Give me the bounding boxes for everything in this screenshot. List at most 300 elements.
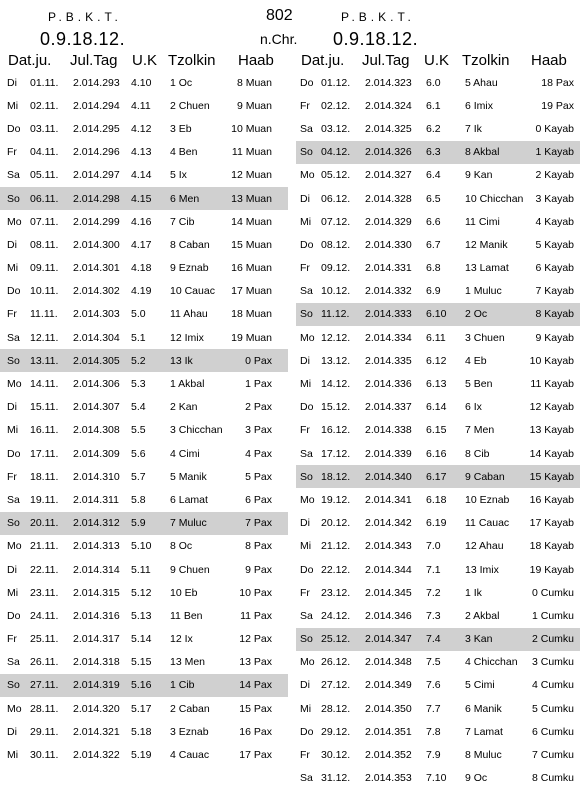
table-row	[0, 720, 288, 743]
weekday-cell: Fr	[300, 424, 310, 437]
date-cell: 20.12.	[321, 517, 351, 530]
julian-day-cell: 2.014.320	[73, 702, 120, 715]
julian-day-cell: 2.014.334	[365, 331, 412, 344]
julian-day-cell: 2.014.295	[73, 122, 120, 135]
julian-day-cell: 2.014.307	[73, 401, 120, 414]
uk-cell: 5.0	[131, 308, 146, 321]
weekday-cell: Do	[7, 609, 21, 622]
weekday-cell: Do	[7, 285, 21, 298]
uk-cell: 7.3	[426, 609, 441, 622]
haab-cell: 8 Cumku	[531, 772, 574, 785]
table-row	[296, 187, 580, 210]
tzolkin-cell: 3 Kan	[465, 633, 493, 646]
uk-cell: 6.12	[426, 354, 447, 367]
table-row	[296, 465, 580, 488]
table-row	[0, 581, 288, 604]
uk-cell: 5.7	[131, 470, 146, 483]
weekday-cell: Di	[7, 238, 17, 251]
table-row	[0, 697, 288, 720]
uk-cell: 5.12	[131, 586, 152, 599]
weekday-cell: Fr	[7, 633, 17, 646]
julian-day-cell: 2.014.346	[365, 609, 412, 622]
uk-cell: 5.2	[131, 354, 146, 367]
table-row	[296, 164, 580, 187]
weekday-cell: Di	[300, 192, 310, 205]
date-cell: 01.11.	[30, 76, 59, 89]
weekday-cell: Mo	[7, 378, 22, 391]
tzolkin-cell: 6 Ix	[465, 401, 482, 414]
table-row	[296, 720, 580, 743]
date-cell: 29.12.	[321, 725, 351, 738]
uk-cell: 6.18	[426, 493, 447, 506]
julian-day-cell: 2.014.344	[365, 563, 412, 576]
col-julian-day: Jul.Tag	[362, 52, 410, 69]
uk-cell: 7.7	[426, 702, 441, 715]
haab-cell: 17 Kayab	[529, 517, 574, 530]
weekday-cell: Sa	[7, 656, 20, 669]
julian-day-cell: 2.014.348	[365, 656, 412, 669]
table-row	[0, 674, 288, 697]
uk-cell: 5.15	[131, 656, 152, 669]
tzolkin-cell: 2 Caban	[170, 702, 210, 715]
haab-cell: 13 Muan	[231, 192, 272, 205]
uk-cell: 6.0	[426, 76, 441, 89]
uk-cell: 4.15	[131, 192, 152, 205]
weekday-cell: Mo	[7, 702, 22, 715]
table-row	[296, 257, 580, 280]
date-cell: 19.11.	[30, 493, 59, 506]
julian-day-cell: 2.014.336	[365, 378, 412, 391]
haab-cell: 6 Pax	[245, 493, 272, 506]
tzolkin-cell: 8 Muluc	[465, 749, 502, 762]
table-row	[296, 604, 580, 627]
table-row	[0, 187, 288, 210]
table-row	[296, 396, 580, 419]
date-cell: 31.12.	[321, 772, 351, 785]
tzolkin-cell: 4 Cimi	[170, 447, 200, 460]
date-cell: 27.11.	[30, 679, 59, 692]
uk-cell: 5.14	[131, 633, 152, 646]
tzolkin-cell: 11 Cimi	[465, 215, 500, 228]
julian-day-cell: 2.014.302	[73, 285, 120, 298]
haab-cell: 9 Muan	[236, 99, 272, 112]
julian-day-cell: 2.014.349	[365, 679, 412, 692]
weekday-cell: Mi	[300, 540, 312, 553]
julian-day-cell: 2.014.333	[365, 308, 412, 321]
tzolkin-cell: 7 Men	[465, 424, 495, 437]
uk-cell: 6.15	[426, 424, 447, 437]
uk-cell: 6.19	[426, 517, 447, 530]
uk-cell: 4.14	[131, 169, 152, 182]
uk-cell: 4.12	[131, 122, 152, 135]
julian-day-cell: 2.014.294	[73, 99, 120, 112]
haab-cell: 5 Kayab	[535, 238, 574, 251]
table-row	[0, 396, 288, 419]
date-cell: 22.11.	[30, 563, 59, 576]
table-row	[296, 651, 580, 674]
tzolkin-cell: 12 Imix	[170, 331, 204, 344]
tzolkin-cell: 12 Ahau	[465, 540, 504, 553]
uk-cell: 4.16	[131, 215, 152, 228]
haab-cell: 10 Pax	[239, 586, 272, 599]
haab-cell: 14 Pax	[239, 679, 272, 692]
haab-cell: 17 Pax	[239, 749, 272, 762]
date-cell: 08.11.	[30, 238, 59, 251]
haab-cell: 5 Cumku	[531, 702, 574, 715]
haab-cell: 0 Cumku	[531, 586, 574, 599]
tzolkin-cell: 8 Caban	[170, 238, 210, 251]
table-row	[0, 349, 288, 372]
date-cell: 21.12.	[321, 540, 351, 553]
table-row	[0, 604, 288, 627]
uk-cell: 6.1	[426, 99, 441, 112]
julian-day-cell: 2.014.293	[73, 76, 120, 89]
date-cell: 21.11.	[30, 540, 59, 553]
haab-cell: 15 Pax	[239, 702, 272, 715]
tzolkin-cell: 8 Oc	[170, 540, 193, 553]
tzolkin-cell: 1 Oc	[170, 76, 193, 89]
tzolkin-cell: 8 Cib	[465, 447, 490, 460]
uk-cell: 4.11	[131, 99, 151, 112]
tzolkin-cell: 6 Men	[170, 192, 200, 205]
tzolkin-cell: 4 Eb	[465, 354, 487, 367]
date-cell: 06.12.	[321, 192, 351, 205]
date-cell: 17.12.	[321, 447, 351, 460]
table-row	[296, 233, 580, 256]
date-cell: 18.11.	[30, 470, 59, 483]
haab-cell: 15 Muan	[231, 238, 272, 251]
weekday-cell: Do	[300, 238, 314, 251]
tzolkin-cell: 10 Eznab	[465, 493, 510, 506]
julian-day-cell: 2.014.313	[73, 540, 120, 553]
date-cell: 19.12.	[321, 493, 351, 506]
julian-day-cell: 2.014.319	[73, 679, 120, 692]
date-cell: 04.12.	[321, 146, 351, 159]
table-row	[0, 233, 288, 256]
tzolkin-cell: 4 Ben	[170, 146, 198, 159]
table-row	[0, 442, 288, 465]
tzolkin-cell: 9 Eznab	[170, 262, 209, 275]
table-row	[296, 117, 580, 140]
haab-cell: 16 Kayab	[529, 493, 574, 506]
date-cell: 03.11.	[30, 122, 59, 135]
uk-cell: 5.9	[131, 517, 146, 530]
col-uk: U.K	[424, 52, 450, 69]
date-cell: 15.11.	[30, 401, 59, 414]
tzolkin-cell: 6 Lamat	[170, 493, 208, 506]
uk-cell: 5.3	[131, 378, 146, 391]
date-cell: 26.12.	[321, 656, 351, 669]
julian-day-cell: 2.014.300	[73, 238, 120, 251]
date-cell: 23.11.	[30, 586, 59, 599]
julian-day-cell: 2.014.316	[73, 609, 120, 622]
julian-day-cell: 2.014.299	[73, 215, 120, 228]
haab-cell: 12 Pax	[239, 633, 272, 646]
tzolkin-cell: 11 Ben	[170, 609, 203, 622]
tzolkin-cell: 11 Cauac	[465, 517, 510, 530]
tzolkin-cell: 13 Lamat	[465, 262, 509, 275]
uk-cell: 6.2	[426, 122, 441, 135]
julian-day-cell: 2.014.301	[73, 262, 120, 275]
julian-day-cell: 2.014.335	[365, 354, 412, 367]
uk-cell: 5.6	[131, 447, 146, 460]
weekday-cell: Do	[300, 401, 314, 414]
tzolkin-cell: 1 Cib	[170, 679, 195, 692]
haab-cell: 10 Muan	[231, 122, 272, 135]
weekday-cell: Di	[7, 76, 17, 89]
date-cell: 30.11.	[30, 749, 59, 762]
date-cell: 28.11.	[30, 702, 59, 715]
julian-day-cell: 2.014.338	[365, 424, 412, 437]
weekday-cell: Mi	[7, 424, 19, 437]
date-cell: 06.11.	[30, 192, 59, 205]
haab-cell: 3 Cumku	[531, 656, 574, 669]
weekday-cell: Fr	[7, 470, 17, 483]
weekday-cell: Fr	[7, 146, 17, 159]
julian-day-cell: 2.014.298	[73, 192, 120, 205]
table-row	[0, 210, 288, 233]
tzolkin-cell: 3 Chuen	[465, 331, 505, 344]
uk-cell: 5.17	[131, 702, 152, 715]
haab-cell: 16 Pax	[239, 725, 272, 738]
date-cell: 13.11.	[30, 354, 59, 367]
date-cell: 14.12.	[321, 378, 351, 391]
date-cell: 09.11.	[30, 262, 59, 275]
weekday-cell: Sa	[300, 122, 313, 135]
julian-day-cell: 2.014.308	[73, 424, 120, 437]
left-long-count: 0.9.18.12.	[40, 29, 126, 49]
haab-cell: 1 Pax	[245, 378, 272, 391]
haab-cell: 10 Kayab	[529, 354, 574, 367]
haab-cell: 2 Cumku	[531, 633, 574, 646]
haab-cell: 19 Pax	[541, 99, 574, 112]
julian-day-cell: 2.014.331	[365, 262, 412, 275]
date-cell: 11.11.	[30, 308, 58, 321]
col-haab: Haab	[531, 52, 567, 69]
uk-cell: 5.4	[131, 401, 146, 414]
uk-cell: 6.4	[426, 169, 441, 182]
julian-day-cell: 2.014.321	[73, 725, 120, 738]
weekday-cell: Do	[300, 76, 314, 89]
tzolkin-cell: 13 Imix	[465, 563, 499, 576]
tzolkin-cell: 4 Cauac	[170, 749, 210, 762]
tzolkin-cell: 13 Ik	[170, 354, 193, 367]
haab-cell: 1 Cumku	[531, 609, 574, 622]
tzolkin-cell: 9 Kan	[465, 169, 493, 182]
julian-day-cell: 2.014.309	[73, 447, 120, 460]
haab-cell: 17 Muan	[231, 285, 272, 298]
weekday-cell: Di	[7, 563, 17, 576]
date-cell: 28.12.	[321, 702, 351, 715]
date-cell: 03.12.	[321, 122, 351, 135]
weekday-cell: Mo	[300, 331, 315, 344]
table-row	[0, 651, 288, 674]
julian-day-cell: 2.014.347	[365, 633, 412, 646]
weekday-cell: Fr	[300, 586, 310, 599]
uk-cell: 6.16	[426, 447, 447, 460]
tzolkin-cell: 6 Manik	[465, 702, 502, 715]
tzolkin-cell: 5 Cimi	[465, 679, 495, 692]
julian-day-cell: 2.014.314	[73, 563, 120, 576]
julian-day-cell: 2.014.304	[73, 331, 120, 344]
date-cell: 25.12.	[321, 633, 351, 646]
weekday-cell: Fr	[300, 262, 310, 275]
uk-cell: 7.8	[426, 725, 441, 738]
weekday-cell: Sa	[7, 331, 20, 344]
table-row	[0, 558, 288, 581]
table-row	[0, 164, 288, 187]
col-haab: Haab	[238, 52, 274, 69]
table-row	[0, 628, 288, 651]
tzolkin-cell: 7 Ik	[465, 122, 482, 135]
julian-day-cell: 2.014.297	[73, 169, 120, 182]
date-cell: 13.12.	[321, 354, 351, 367]
table-row	[296, 303, 580, 326]
table-row	[0, 280, 288, 303]
haab-cell: 12 Muan	[231, 169, 272, 182]
haab-cell: 7 Kayab	[535, 285, 574, 298]
uk-cell: 6.11	[426, 331, 446, 344]
tzolkin-cell: 5 Ix	[170, 169, 187, 182]
weekday-cell: Do	[7, 447, 21, 460]
haab-cell: 18 Kayab	[529, 540, 574, 553]
date-cell: 09.12.	[321, 262, 351, 275]
weekday-cell: Do	[7, 122, 21, 135]
uk-cell: 7.6	[426, 679, 441, 692]
haab-cell: 13 Kayab	[529, 424, 574, 437]
weekday-cell: Di	[7, 401, 17, 414]
haab-cell: 7 Cumku	[531, 749, 574, 762]
weekday-cell: Do	[300, 563, 314, 576]
table-row	[0, 326, 288, 349]
date-cell: 02.12.	[321, 99, 351, 112]
weekday-cell: Mi	[7, 749, 19, 762]
julian-day-cell: 2.014.318	[73, 656, 120, 669]
julian-day-cell: 2.014.324	[365, 99, 412, 112]
tzolkin-cell: 2 Akbal	[465, 609, 500, 622]
weekday-cell: Mo	[7, 215, 22, 228]
col-uk: U.K	[132, 52, 158, 69]
table-row	[296, 697, 580, 720]
haab-cell: 18 Pax	[541, 76, 574, 89]
table-row	[296, 442, 580, 465]
col-date: Dat.ju.	[301, 52, 345, 69]
weekday-cell: Sa	[300, 447, 313, 460]
julian-day-cell: 2.014.315	[73, 586, 120, 599]
tzolkin-cell: 10 Cauac	[170, 285, 215, 298]
tzolkin-cell: 3 Eznab	[170, 725, 209, 738]
haab-cell: 11 Muan	[231, 146, 272, 159]
julian-day-cell: 2.014.339	[365, 447, 412, 460]
table-row	[0, 257, 288, 280]
table-row	[0, 71, 288, 94]
julian-day-cell: 2.014.341	[365, 493, 412, 506]
weekday-cell: Mi	[7, 99, 19, 112]
weekday-cell: Do	[300, 725, 314, 738]
date-cell: 07.12.	[321, 215, 351, 228]
date-cell: 26.11.	[30, 656, 59, 669]
uk-cell: 6.13	[426, 378, 447, 391]
date-cell: 23.12.	[321, 586, 351, 599]
date-cell: 14.11.	[30, 378, 59, 391]
tzolkin-cell: 9 Caban	[465, 470, 505, 483]
uk-cell: 6.6	[426, 215, 441, 228]
weekday-cell: Mo	[300, 656, 315, 669]
tzolkin-cell: 12 Ix	[170, 633, 193, 646]
weekday-cell: So	[300, 146, 313, 159]
date-cell: 05.12.	[321, 169, 351, 182]
col-julian-day: Jul.Tag	[70, 52, 118, 69]
uk-cell: 5.11	[131, 563, 151, 576]
weekday-cell: Sa	[7, 493, 20, 506]
weekday-cell: So	[7, 517, 20, 530]
uk-cell: 5.1	[131, 331, 146, 344]
date-cell: 01.12.	[321, 76, 351, 89]
haab-cell: 8 Pax	[245, 540, 272, 553]
uk-cell: 7.5	[426, 656, 441, 669]
haab-cell: 7 Pax	[245, 517, 272, 530]
uk-cell: 6.17	[426, 470, 447, 483]
tzolkin-cell: 2 Chuen	[170, 99, 210, 112]
julian-day-cell: 2.014.350	[365, 702, 412, 715]
weekday-cell: Di	[300, 517, 310, 530]
date-cell: 02.11.	[30, 99, 59, 112]
date-cell: 07.11.	[30, 215, 59, 228]
weekday-cell: Mi	[300, 215, 312, 228]
weekday-cell: Sa	[300, 772, 313, 785]
date-cell: 30.12.	[321, 749, 351, 762]
table-row	[296, 141, 580, 164]
tzolkin-cell: 10 Eb	[170, 586, 198, 599]
weekday-cell: Mo	[300, 169, 315, 182]
date-cell: 18.12.	[321, 470, 351, 483]
haab-cell: 3 Kayab	[535, 192, 574, 205]
tzolkin-cell: 8 Akbal	[465, 146, 500, 159]
tzolkin-cell: 5 Ahau	[465, 76, 498, 89]
weekday-cell: So	[7, 192, 20, 205]
haab-cell: 8 Kayab	[535, 308, 574, 321]
table-row	[296, 94, 580, 117]
uk-cell: 6.8	[426, 262, 441, 275]
uk-cell: 7.0	[426, 540, 441, 553]
julian-day-cell: 2.014.329	[365, 215, 412, 228]
november-table	[0, 71, 288, 767]
tzolkin-cell: 5 Manik	[170, 470, 207, 483]
date-cell: 10.12.	[321, 285, 351, 298]
date-cell: 04.11.	[30, 146, 59, 159]
december-table	[296, 71, 580, 790]
date-cell: 12.12.	[321, 331, 351, 344]
julian-day-cell: 2.014.325	[365, 122, 412, 135]
tzolkin-cell: 3 Eb	[170, 122, 192, 135]
col-tzolkin: Tzolkin	[168, 52, 216, 69]
right-pbkt-label: P.B.K.T.	[341, 10, 415, 24]
haab-cell: 6 Cumku	[531, 725, 574, 738]
haab-cell: 4 Cumku	[531, 679, 574, 692]
julian-day-cell: 2.014.343	[365, 540, 412, 553]
haab-cell: 0 Kayab	[535, 122, 574, 135]
haab-cell: 11 Kayab	[530, 378, 574, 391]
tzolkin-cell: 10 Chicchan	[465, 192, 524, 205]
julian-day-cell: 2.014.353	[365, 772, 412, 785]
uk-cell: 5.13	[131, 609, 152, 622]
haab-cell: 19 Muan	[231, 331, 272, 344]
table-row	[0, 512, 288, 535]
table-row	[296, 280, 580, 303]
date-cell: 22.12.	[321, 563, 351, 576]
haab-cell: 6 Kayab	[535, 262, 574, 275]
uk-cell: 5.19	[131, 749, 152, 762]
